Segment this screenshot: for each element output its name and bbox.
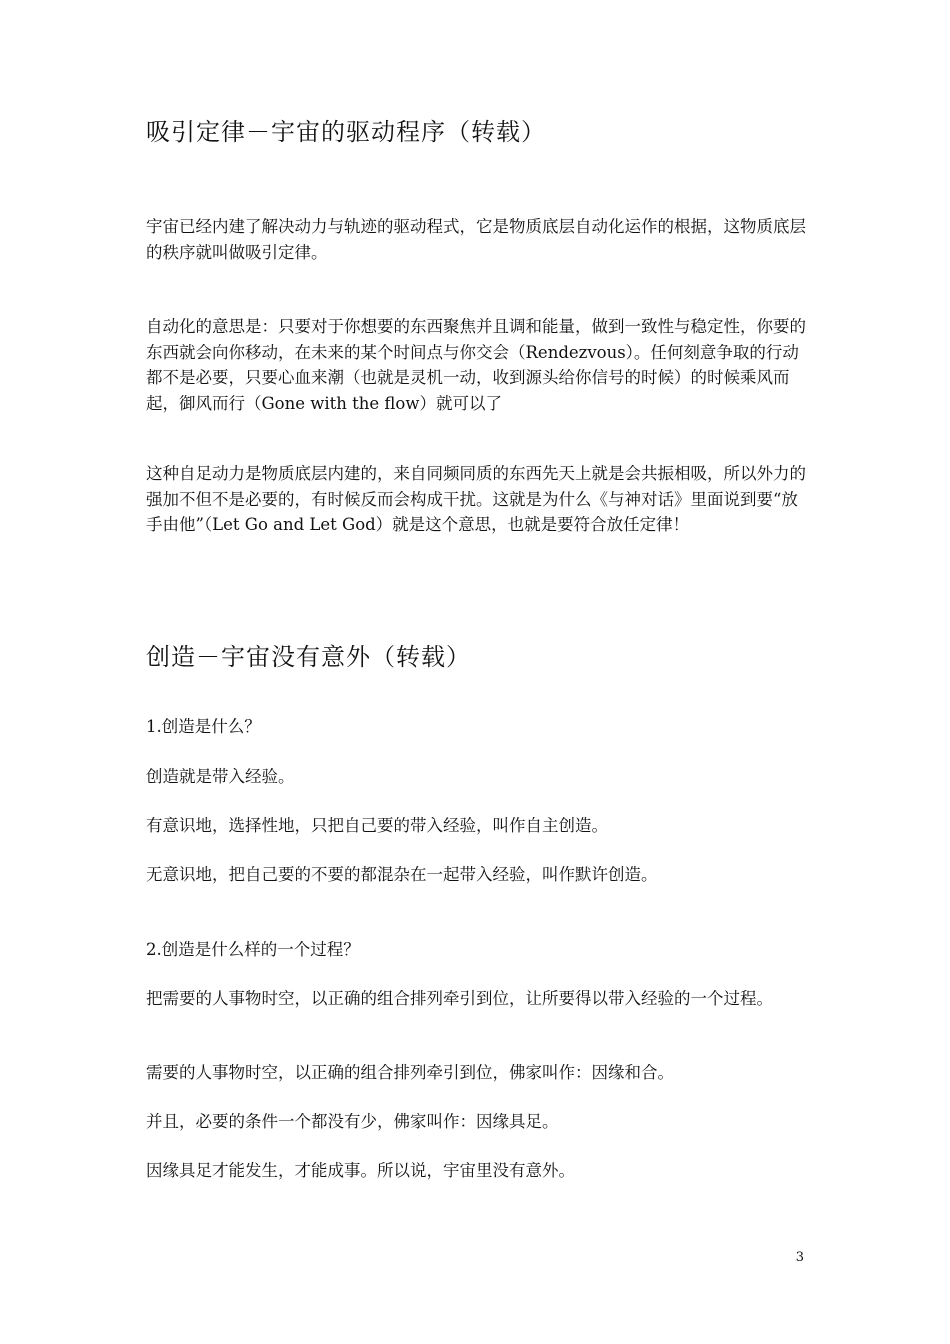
paragraph: 有意识地，选择性地，只把自己要的带入经验，叫作自主创造。 bbox=[146, 816, 608, 835]
paragraph: 需要的人事物时空，以正确的组合排列牵引到位，佛家叫作：因缘和合。 bbox=[146, 1063, 674, 1082]
section-title-attraction-law: 吸引定律－宇宙的驱动程序（转载） bbox=[146, 118, 546, 146]
paragraph: 把需要的人事物时空，以正确的组合排列牵引到位，让所要得以带入经验的一个过程。 bbox=[146, 989, 773, 1008]
paragraph: 创造就是带入经验。 bbox=[146, 767, 295, 786]
question-heading: 2.创造是什么样的一个过程？ bbox=[146, 940, 360, 959]
paragraph: 自动化的意思是：只要对于你想要的东西聚焦并且调和能量，做到一致性与稳定性，你要的东西就会向你移动，在未来的某个时间点与你交会（Rendezvous）。任何刻意争取的行动都不是必要，只要心血来潮（也就是灵机一动，收到源头给你信号的时候）的时候乘风而起，御风而行（Gone with the flow）就可以了 bbox=[146, 317, 806, 413]
page-number: 3 bbox=[795, 1250, 804, 1265]
section-title-creation: 创造－宇宙没有意外（转载） bbox=[146, 643, 471, 671]
question-heading: 1.创造是什么？ bbox=[146, 717, 261, 736]
paragraph: 宇宙已经内建了解决动力与轨迹的驱动程式，它是物质底层自动化运作的根据，这物质底层的秩序就叫做吸引定律。 bbox=[146, 217, 806, 262]
paragraph: 无意识地，把自己要的不要的都混杂在一起带入经验，叫作默许创造。 bbox=[146, 865, 658, 884]
paragraph: 因缘具足才能发生，才能成事。所以说，宇宙里没有意外。 bbox=[146, 1161, 575, 1180]
paragraph: 这种自足动力是物质底层内建的，来自同频同质的东西先天上就是会共振相吸，所以外力的强加不但不是必要的，有时候反而会构成干扰。这就是为什么《与神对话》里面说到要“放手由他”（Let Go and Let God）就是这个意思，也就是要符合放任定律！ bbox=[146, 464, 806, 534]
paragraph: 并且，必要的条件一个都没有少，佛家叫作：因缘具足。 bbox=[146, 1112, 559, 1131]
